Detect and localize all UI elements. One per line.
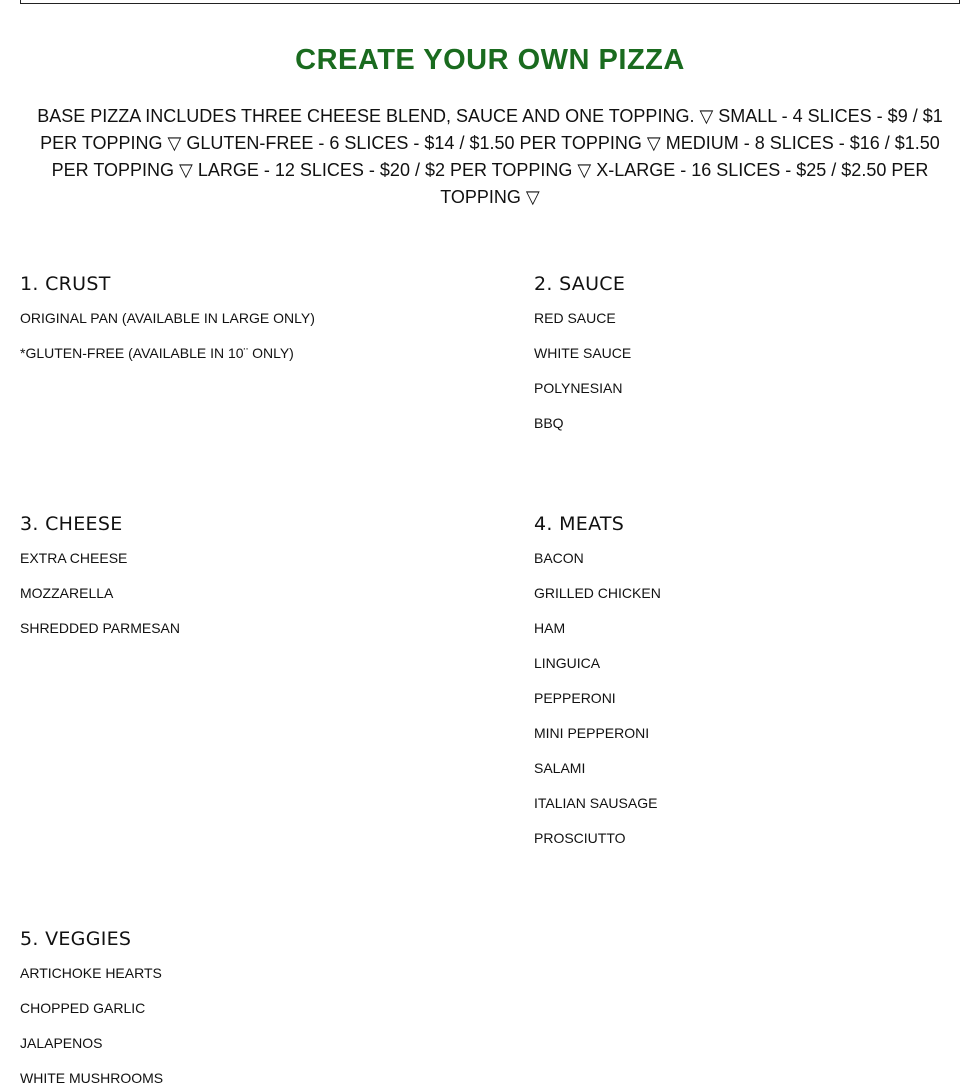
- section-heading-sauce: 2. SAUCE: [534, 273, 626, 295]
- menu-item: HAM: [534, 620, 566, 636]
- menu-item: PEPPERONI: [534, 690, 616, 706]
- menu-item: WHITE MUSHROOMS: [20, 1070, 164, 1083]
- menu-item: ARTICHOKE HEARTS: [20, 965, 162, 981]
- menu-item: MOZZARELLA: [20, 585, 114, 601]
- top-content-box: [20, 0, 960, 4]
- section-heading-meats: 4. MEATS: [534, 513, 625, 535]
- section-cheese: [20, 510, 450, 655]
- meats-options-list: [534, 550, 964, 865]
- section-heading-cheese: 3. CHEESE: [20, 513, 123, 535]
- menu-item: PROSCIUTTO: [534, 830, 626, 846]
- menu-item: *GLUTEN-FREE (AVAILABLE IN 10¨ ONLY): [20, 345, 294, 361]
- section-veggies: [20, 925, 450, 1083]
- section-heading-veggies: 5. VEGGIES: [20, 928, 132, 950]
- crust-options-list: [20, 310, 450, 380]
- menu-item: SALAMI: [534, 760, 586, 776]
- menu-item: CHOPPED GARLIC: [20, 1000, 146, 1016]
- base-pizza-description: BASE PIZZA INCLUDES THREE CHEESE BLEND, SAUCE AND ONE TOPPING. ▽ SMALL - 4 SLICES - $9 / $1 PER TOPPING ▽ GLUTEN-FREE - 6 SLICES - $14 / $1.50 PER TOPPING ▽ MEDIUM - 8 SLICES - $16 / $1.50 PER TOPPING ▽ LARGE - 12 SLICES - $20 / $2 PER TOPPING ▽ X-LARGE - 16 SLICES - $25 / $2.50 PER TOPPING ▽: [37, 106, 943, 207]
- menu-item: BBQ: [534, 415, 564, 431]
- menu-item: POLYNESIAN: [534, 380, 623, 396]
- section-meats: [534, 510, 964, 865]
- menu-item: LINGUICA: [534, 655, 601, 671]
- menu-item: EXTRA CHEESE: [20, 550, 128, 566]
- section-sauce: [534, 270, 964, 450]
- menu-item: ORIGINAL PAN (AVAILABLE IN LARGE ONLY): [20, 310, 315, 326]
- menu-item: MINI PEPPERONI: [534, 725, 650, 741]
- menu-item: JALAPENOS: [20, 1035, 103, 1051]
- cheese-options-list: [20, 550, 450, 655]
- veggies-options-list: [20, 965, 450, 1083]
- sauce-options-list: [534, 310, 964, 450]
- menu-item: SHREDDED PARMESAN: [20, 620, 180, 636]
- menu-item: GRILLED CHICKEN: [534, 585, 661, 601]
- menu-item: ITALIAN SAUSAGE: [534, 795, 658, 811]
- menu-item: BACON: [534, 550, 584, 566]
- page-title: CREATE YOUR OWN PIZZA: [295, 44, 685, 76]
- menu-item: WHITE SAUCE: [534, 345, 632, 361]
- menu-item: RED SAUCE: [534, 310, 616, 326]
- section-crust: [20, 270, 450, 380]
- section-heading-crust: 1. CRUST: [20, 273, 111, 295]
